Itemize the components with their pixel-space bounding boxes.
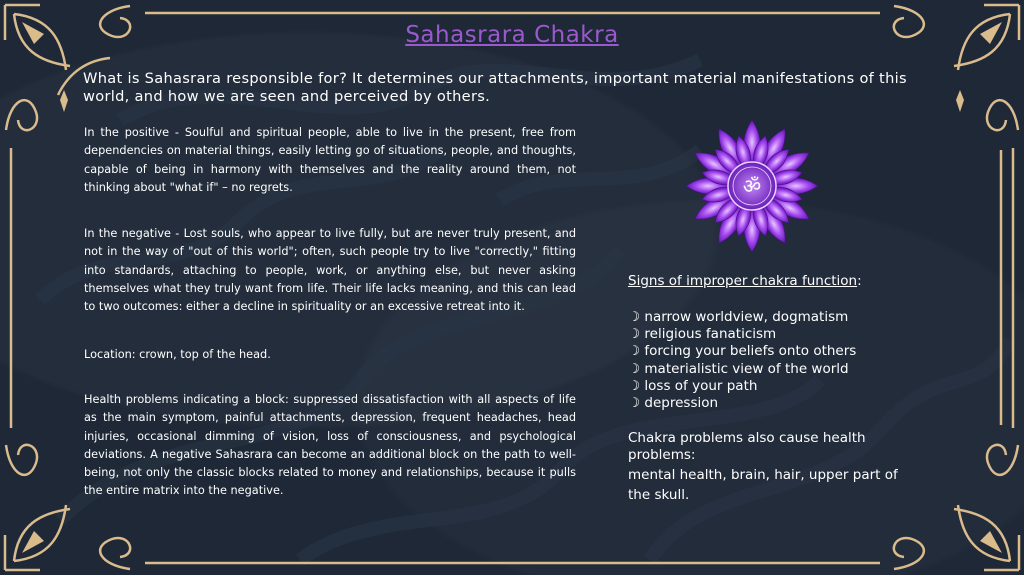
positive-paragraph: In the positive - Soulful and spiritual people, able to live in the present, free from dependencies on material things, easily letting go of situations, people, and thoughts, capable of being in harmony with themselves and the reality around them, not thinking about "what if" – no regrets. <box>84 126 576 194</box>
signs-heading-text: Signs of improper chakra function <box>628 273 858 289</box>
moon-bullet-icon: ☽ <box>628 360 641 377</box>
health-note-text: mental health, brain, hair, upper part of the skull. <box>628 467 898 503</box>
sign-text: loss of your path <box>644 377 758 394</box>
health-paragraph: Health problems indicating a block: suppressed dissatisfaction with all aspects of life as the main symptom, painful attachments, depression, frequent headaches, head injuries, occasional dimming of vision, loss of consciousness, and psychological deviations. A negative Sahasrara can become an additional block on the path to well-being, not only the classic blocks related to money and relationships, because it pulls the entire matrix into the negative. <box>84 393 576 498</box>
list-item <box>628 309 918 326</box>
sign-text: religious fanaticism <box>644 326 777 343</box>
list-item <box>628 361 918 378</box>
list-item <box>628 395 918 412</box>
signs-heading <box>628 273 918 290</box>
signs-list <box>628 309 918 412</box>
sign-text: narrow worldview, dogmatism <box>644 309 849 325</box>
health-note-heading: Chakra problems also cause health problems: <box>628 430 866 464</box>
moon-bullet-icon: ☽ <box>628 343 641 360</box>
list-item <box>628 326 918 343</box>
sign-text: forcing your beliefs onto others <box>644 343 857 360</box>
page-title: Sahasrara Chakra <box>405 22 619 48</box>
list-item <box>628 343 918 360</box>
crown-chakra-lotus-icon <box>682 116 822 256</box>
list-item <box>628 378 918 395</box>
moon-bullet-icon: ☽ <box>628 395 641 412</box>
sign-text: materialistic view of the world <box>644 360 849 377</box>
sign-text: depression <box>644 395 719 412</box>
intro-text: What is Sahasrara responsible for? It determines our attachments, important material manifestations of this world, and how we are seen and perceived by others. <box>83 70 907 105</box>
om-symbol: ॐ <box>742 174 762 198</box>
moon-bullet-icon: ☽ <box>628 309 641 325</box>
negative-paragraph: In the negative - Lost souls, who appear to live fully, but are never truly present, and not in the way of "out of this world"; often, such people try to live "correctly," fitting into standards, attaching to people, work, or anything else, but never asking themselves what they truly want from life. Their life lacks meaning, and this can lead to two outcomes: either a decline in spirituality or an excessive retreat into it. <box>84 227 576 314</box>
moon-bullet-icon: ☽ <box>628 377 641 394</box>
location-paragraph: Location: crown, top of the head. <box>84 348 271 361</box>
moon-bullet-icon: ☽ <box>628 326 641 343</box>
signs-heading-colon: : <box>857 273 862 289</box>
